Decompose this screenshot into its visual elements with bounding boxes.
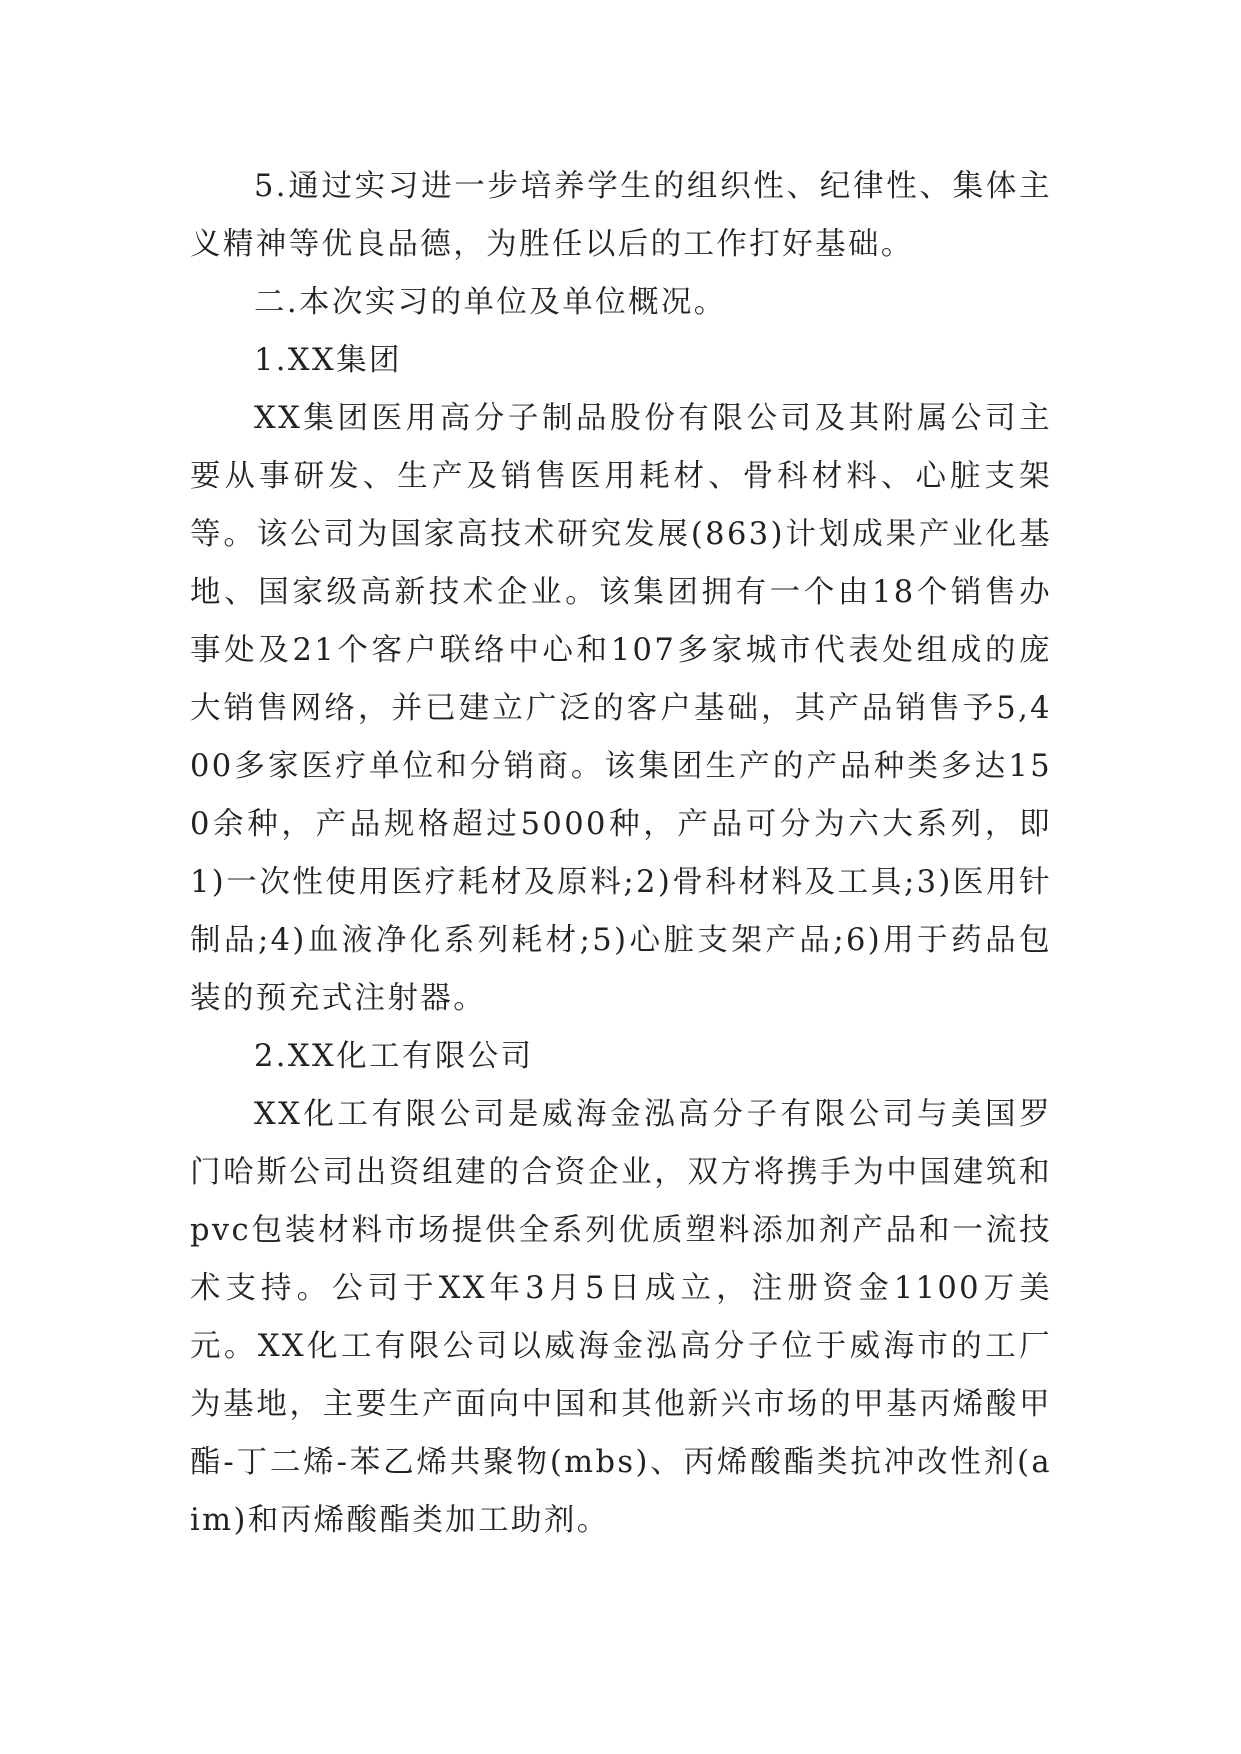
paragraph-xx-chemical-description: XX化工有限公司是威海金泓高分子有限公司与美国罗门哈斯公司出资组建的合资企业，双方将携手为中国建筑和pvc包装材料市场提供全系列优质塑料添加剂产品和一流技术支持。公司于XX年3月5日成立，注册资金1100万美元。XX化工有限公司以威海金泓高分子位于威海市的工厂为基地，主要生产面向中国和其他新兴市场的甲基丙烯酸甲酯-丁二烯-苯乙烯共聚物(mbs)、丙烯酸酯类抗冲改性剂(aim)和丙烯酸酯类加工助剂。 [190, 1097, 1052, 1538]
paragraph-xx-group-description: XX集团医用高分子制品股份有限公司及其附属公司主要从事研发、生产及销售医用耗材、骨科材料、心脏支架等。该公司为国家高技术研究发展(863)计划成果产业化基地、国家级高新技术企业。该集团拥有一个由18个销售办事处及21个客户联络中心和107多家城市代表处组成的庞大销售网络，并已建立广泛的客户基础，其产品销售予5,400多家医疗单位和分销商。该集团生产的产品种类多达150余种，产品规格超过5000种，产品可分为六大系列，即1)一次性使用医疗耗材及原料;2)骨科材料及工具;3)医用针制品;4)血液净化系列耗材;5)心脏支架产品;6)用于药品包装的预充式注射器。 [190, 401, 1052, 1016]
subheading-xx-group: 1.XX集团 [254, 343, 402, 378]
document-body [190, 158, 1052, 1550]
subheading-xx-chemical: 2.XX化工有限公司 [254, 1039, 534, 1074]
paragraph-training-goal-5: 5.通过实习进一步培养学生的组织性、纪律性、集体主义精神等优良品德，为胜任以后的工作打好基础。 [190, 169, 1052, 262]
section-heading-internship-units: 二.本次实习的单位及单位概况。 [254, 285, 727, 320]
